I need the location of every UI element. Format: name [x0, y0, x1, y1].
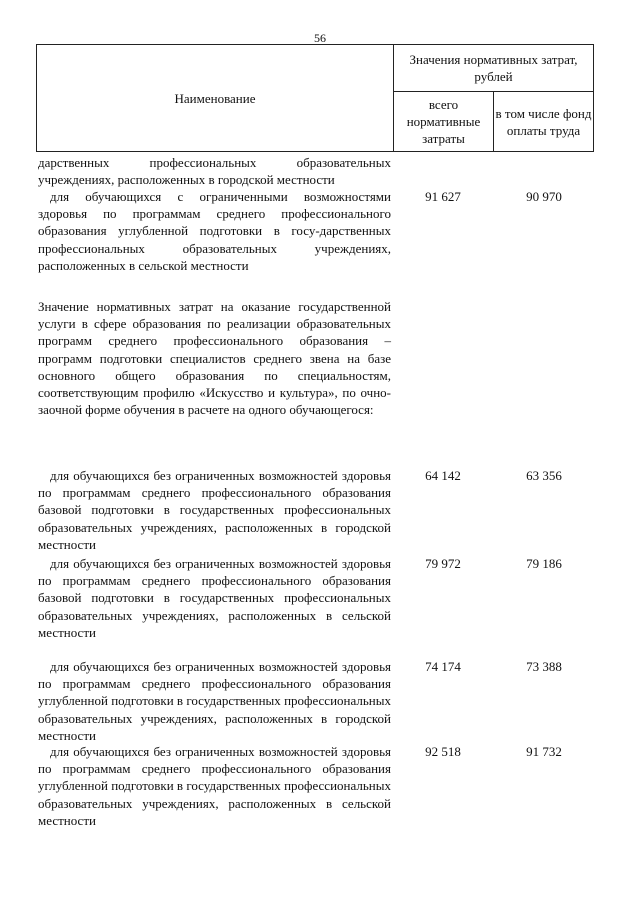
row-wage-3: 63 356: [526, 468, 562, 483]
header-total: всего нормативные затраты: [394, 92, 494, 152]
row-text-4: для обучающихся без ограниченных возможностей здоровья по программам среднего профессионального образования базовой подготовки в государственных профессиональных образовательных учреждениях, расположенных в сельской местности: [38, 556, 391, 640]
table-header: [36, 44, 594, 152]
row-text-1: для обучающихся с ограниченными возможностями здоровья по программам среднего профессионального образования углубленной подготовки в госу-дарственных профессиональных образовательных учреждениях, расположенных в сельской местности: [38, 189, 391, 273]
row-wage-5: 73 388: [526, 659, 562, 674]
row-total-6: 92 518: [425, 744, 461, 759]
header-wage: в том числе фонд оплаты труда: [494, 92, 594, 152]
row-total-5: 74 174: [425, 659, 461, 674]
row-text-3: для обучающихся без ограниченных возможностей здоровья по программам среднего профессионального образования базовой подготовки в государственных профессиональных образовательных учреждениях, расположенных в городской местности: [38, 468, 391, 552]
section-heading: Значение нормативных затрат на оказание государственной услуги в сфере образования по реализации образовательных программ среднего профессионального образования – программ подготовки специалистов среднего звена на базе основного общего образования по специальностям, соответствующим профилю «Искусство и культура», по очно-заочной форме обучения в расчете на одного обучающегося:: [38, 299, 391, 418]
row-total-1: 91 627: [425, 189, 461, 204]
header-values-group: Значения нормативных затрат, рублей: [394, 45, 594, 92]
row-total-3: 64 142: [425, 468, 461, 483]
row-total-4: 79 972: [425, 556, 461, 571]
row-text-6: для обучающихся без ограниченных возможностей здоровья по программам среднего профессионального образования углубленной подготовки в государственных профессиональных образовательных учреждениях, расположенных в сельской местности: [38, 744, 391, 828]
row-wage-6: 91 732: [526, 744, 562, 759]
page-number: 56: [314, 31, 326, 45]
row-wage-4: 79 186: [526, 556, 562, 571]
row-text-5: для обучающихся без ограниченных возможностей здоровья по программам среднего профессионального образования углубленной подготовки в государственных профессиональных образовательных учреждениях, расположенных в городской местности: [38, 659, 391, 743]
row-text-0: дарственных профессиональных образовательных учреждениях, расположенных в городской местности: [38, 155, 391, 188]
row-wage-1: 90 970: [526, 189, 562, 204]
header-name: Наименование: [37, 45, 394, 152]
